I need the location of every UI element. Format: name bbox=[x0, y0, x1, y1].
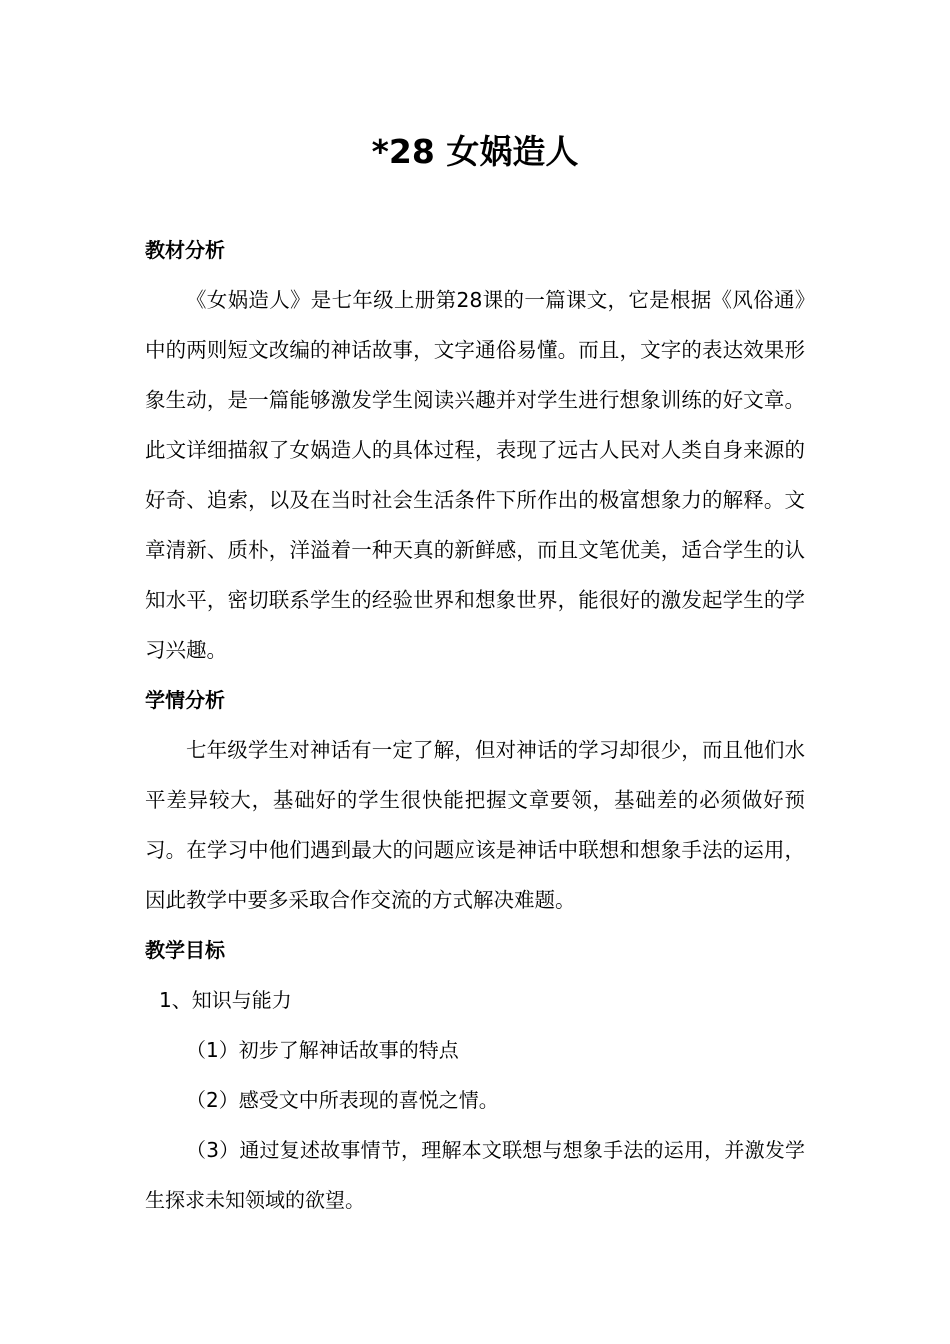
textbook-analysis-paragraph: 《女娲造人》是七年级上册第28课的一篇课文，它是根据《风俗通》中的两则短文改编的神话故事，文字通俗易懂。而且，文字的表达效果形象生动，是一篇能够激发学生阅读兴趣并对学生进行想象训练的好文章。此文详细描叙了女娲造人的具体过程，表现了远古人民对人类自身来源的好奇、追索，以及在当时社会生活条件下所作出的极富想象力的解释。文章清新、质朴，洋溢着一种天真的新鲜感，而且文笔优美，适合学生的认知水平，密切联系学生的经验世界和想象世界，能很好的激发起学生的学习兴趣。 bbox=[145, 288, 805, 662]
student-analysis-paragraph: 七年级学生对神话有一定了解，但对神话的学习却很少，而且他们水平差异较大，基础好的学生很快能把握文章要领，基础差的必须做好预习。在学习中他们遇到最大的问题应该是神话中联想和想象手法的运用，因此教学中要多采取合作交流的方式解决难题。 bbox=[145, 738, 805, 912]
goal-subitem: （3）通过复述故事情节，理解本文联想与想象手法的运用，并激发学生探求未知领域的欲望。 bbox=[145, 1138, 805, 1212]
goal-item-knowledge-ability: 1、知识与能力 bbox=[159, 988, 292, 1012]
section-heading-textbook-analysis: 教材分析 bbox=[145, 238, 225, 262]
goal-subitem: （1）初步了解神话故事的特点 bbox=[186, 1038, 459, 1062]
page-title: *28 女娲造人 bbox=[371, 132, 579, 171]
goal-subitem: （2）感受文中所表现的喜悦之情。 bbox=[186, 1088, 499, 1112]
section-heading-teaching-goals: 教学目标 bbox=[145, 938, 225, 962]
section-heading-student-analysis: 学情分析 bbox=[145, 688, 225, 712]
document-body bbox=[145, 225, 805, 1225]
